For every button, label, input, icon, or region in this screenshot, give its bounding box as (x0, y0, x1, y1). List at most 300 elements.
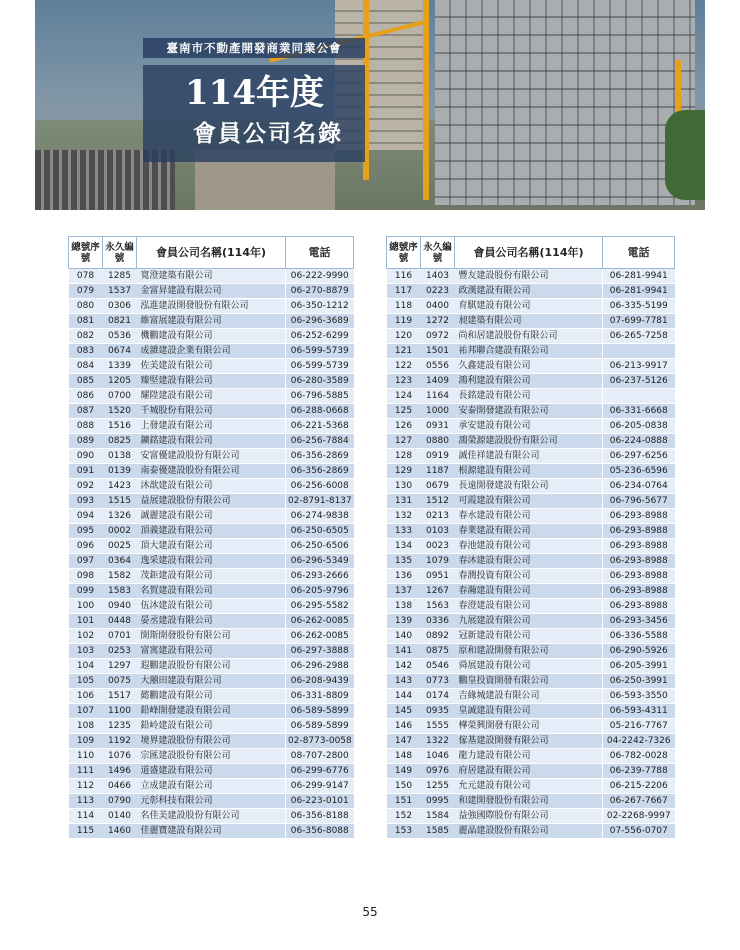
company-name-cell: 益強國際股份有限公司 (455, 809, 603, 824)
company-name-cell: 鑛銘建設有限公司 (137, 434, 286, 449)
seq-cell: 092 (69, 479, 103, 494)
phone-cell: 06-356-2869 (286, 449, 354, 464)
company-name-cell: 鴻利建設有限公司 (455, 374, 603, 389)
table-row (69, 284, 354, 299)
phone-cell: 06-593-4311 (603, 704, 675, 719)
phone-cell (603, 344, 675, 359)
seq-cell: 148 (387, 749, 421, 764)
table-row (69, 659, 354, 674)
perm-cell: 1285 (103, 269, 137, 284)
company-name-cell: 春沐建設有限公司 (455, 554, 603, 569)
phone-cell: 06-356-8188 (286, 809, 354, 824)
seq-cell: 108 (69, 719, 103, 734)
seq-cell: 144 (387, 689, 421, 704)
seq-cell: 139 (387, 614, 421, 629)
seq-cell: 120 (387, 329, 421, 344)
cover-photo (35, 0, 705, 210)
phone-cell: 06-335-5199 (603, 299, 675, 314)
phone-cell: 06-265-7258 (603, 329, 675, 344)
seq-cell: 089 (69, 434, 103, 449)
organization-name: 臺南市不動產開發商業同業公會 (143, 38, 365, 58)
perm-cell: 1326 (103, 509, 137, 524)
perm-cell: 0253 (103, 644, 137, 659)
seq-cell: 138 (387, 599, 421, 614)
table-row (387, 419, 675, 434)
phone-cell: 06-299-9147 (286, 779, 354, 794)
phone-cell: 06-293-8988 (603, 509, 675, 524)
perm-cell: 1460 (103, 824, 137, 839)
seq-cell: 146 (387, 719, 421, 734)
table-row (387, 749, 675, 764)
table-row (69, 359, 354, 374)
perm-cell: 0700 (103, 389, 137, 404)
phone-cell: 06-274-9838 (286, 509, 354, 524)
perm-cell: 1520 (103, 404, 137, 419)
company-name-cell: 樺榮興開發有限公司 (455, 719, 603, 734)
company-name-cell: 春水建設有限公司 (455, 509, 603, 524)
table-row (387, 809, 675, 824)
table-row (387, 314, 675, 329)
phone-cell: 06-599-5739 (286, 344, 354, 359)
company-name-cell: 誠佳祥建設有限公司 (455, 449, 603, 464)
table-row (387, 734, 675, 749)
phone-cell: 06-356-8088 (286, 824, 354, 839)
company-name-cell: 傢基建設開發有限公司 (455, 734, 603, 749)
phone-cell: 06-593-3550 (603, 689, 675, 704)
seq-cell: 134 (387, 539, 421, 554)
seq-cell: 131 (387, 494, 421, 509)
header-phone-label: 電話 (627, 245, 650, 259)
perm-cell: 0002 (103, 524, 137, 539)
table-row (69, 389, 354, 404)
table-row (69, 524, 354, 539)
company-name-cell: 根源建設有限公司 (455, 464, 603, 479)
phone-cell: 06-290-5926 (603, 644, 675, 659)
table-row (387, 764, 675, 779)
perm-cell: 0138 (103, 449, 137, 464)
table-row (69, 749, 354, 764)
table-row (69, 329, 354, 344)
perm-cell: 1235 (103, 719, 137, 734)
phone-cell: 06-262-0085 (286, 629, 354, 644)
table-row (387, 659, 675, 674)
perm-cell: 1516 (103, 419, 137, 434)
table-row (69, 779, 354, 794)
phone-cell: 06-205-9796 (286, 584, 354, 599)
phone-cell: 06-293-8988 (603, 524, 675, 539)
table-row (387, 584, 675, 599)
perm-cell: 1582 (103, 569, 137, 584)
perm-cell: 0364 (103, 554, 137, 569)
table-row (69, 824, 354, 839)
perm-cell: 0556 (421, 359, 455, 374)
seq-cell: 130 (387, 479, 421, 494)
seq-cell: 102 (69, 629, 103, 644)
table-row (69, 434, 354, 449)
table-row (69, 599, 354, 614)
seq-cell: 078 (69, 269, 103, 284)
table-row (69, 494, 354, 509)
seq-cell: 123 (387, 374, 421, 389)
table-row (387, 704, 675, 719)
perm-cell: 0140 (103, 809, 137, 824)
phone-cell: 06-599-5739 (286, 359, 354, 374)
perm-cell: 0448 (103, 614, 137, 629)
title-box (143, 65, 365, 162)
perm-cell: 1537 (103, 284, 137, 299)
table-row (387, 674, 675, 689)
seq-cell: 143 (387, 674, 421, 689)
phone-cell: 05-236-6596 (603, 464, 675, 479)
table-row (69, 314, 354, 329)
perm-cell: 0674 (103, 344, 137, 359)
table-row (69, 704, 354, 719)
company-name-cell: 皇誠建設有限公司 (455, 704, 603, 719)
company-name-cell: 誠麗建設有限公司 (137, 509, 286, 524)
table-row (387, 719, 675, 734)
phone-cell: 06-267-7667 (603, 794, 675, 809)
table-row (387, 614, 675, 629)
perm-cell: 0821 (103, 314, 137, 329)
seq-cell: 101 (69, 614, 103, 629)
company-name-cell: 金富昇建設有限公司 (137, 284, 286, 299)
seq-cell: 082 (69, 329, 103, 344)
phone-cell: 06-796-5677 (603, 494, 675, 509)
seq-cell: 129 (387, 464, 421, 479)
company-name-cell: 九展建設有限公司 (455, 614, 603, 629)
perm-cell: 1255 (421, 779, 455, 794)
perm-cell: 0773 (421, 674, 455, 689)
seq-cell: 087 (69, 404, 103, 419)
phone-cell: 06-293-8988 (603, 584, 675, 599)
seq-cell: 090 (69, 449, 103, 464)
title-year: 114年度 (185, 73, 324, 113)
company-name-cell: 宗匯建設股份有限公司 (137, 749, 286, 764)
table-row (387, 434, 675, 449)
perm-cell: 1409 (421, 374, 455, 389)
perm-cell: 1076 (103, 749, 137, 764)
seq-cell: 110 (69, 749, 103, 764)
phone-cell: 06-293-2666 (286, 569, 354, 584)
company-name-cell: 祐邦聯合建設有限公司 (455, 344, 603, 359)
phone-cell: 06-215-2206 (603, 779, 675, 794)
phone-cell: 06-296-3689 (286, 314, 354, 329)
phone-cell (603, 389, 675, 404)
perm-cell: 1501 (421, 344, 455, 359)
table-row (69, 419, 354, 434)
perm-cell: 0174 (421, 689, 455, 704)
perm-cell: 1046 (421, 749, 455, 764)
company-name-cell: 鉛峰開發建設有限公司 (137, 704, 286, 719)
phone-cell: 06-293-8988 (603, 554, 675, 569)
phone-cell: 07-556-0707 (603, 824, 675, 839)
table-body-right (387, 269, 675, 839)
table-row (387, 644, 675, 659)
seq-cell: 086 (69, 389, 103, 404)
phone-cell: 06-350-1212 (286, 299, 354, 314)
seq-cell: 100 (69, 599, 103, 614)
perm-cell: 1000 (421, 404, 455, 419)
perm-cell: 1192 (103, 734, 137, 749)
header-name-label: 會員公司名稱(114年) (473, 245, 584, 259)
table-row (69, 809, 354, 824)
seq-cell: 107 (69, 704, 103, 719)
company-name-cell: 龍力建設有限公司 (455, 749, 603, 764)
phone-cell: 06-239-7788 (603, 764, 675, 779)
phone-cell: 06-270-8879 (286, 284, 354, 299)
seq-cell: 079 (69, 284, 103, 299)
perm-cell: 0825 (103, 434, 137, 449)
phone-cell: 06-281-9941 (603, 284, 675, 299)
table-row (387, 329, 675, 344)
table-row (69, 374, 354, 389)
phone-cell: 06-213-9917 (603, 359, 675, 374)
table-row (387, 689, 675, 704)
seq-cell: 109 (69, 734, 103, 749)
perm-cell: 1555 (421, 719, 455, 734)
company-name-cell: 伍沐建設有限公司 (137, 599, 286, 614)
company-name-cell: 春潤投資有限公司 (455, 569, 603, 584)
company-name-cell: 長銘建設有限公司 (455, 389, 603, 404)
perm-cell: 0995 (421, 794, 455, 809)
company-name-cell: 長遠開發建設有限公司 (455, 479, 603, 494)
table-row (387, 524, 675, 539)
phone-cell: 06-296-2988 (286, 659, 354, 674)
perm-cell: 1187 (421, 464, 455, 479)
seq-cell: 094 (69, 509, 103, 524)
table-row (69, 584, 354, 599)
table-row (69, 404, 354, 419)
table-row (69, 719, 354, 734)
table-row (387, 554, 675, 569)
company-name-cell: 名賀建設有限公司 (137, 584, 286, 599)
seq-cell: 124 (387, 389, 421, 404)
table-row (69, 344, 354, 359)
table-row (387, 299, 675, 314)
seq-cell: 133 (387, 524, 421, 539)
company-name-cell: 懿鵬建設有限公司 (137, 689, 286, 704)
seq-cell: 093 (69, 494, 103, 509)
company-name-cell: 舜展建設有限公司 (455, 659, 603, 674)
seq-cell: 135 (387, 554, 421, 569)
phone-cell: 06-256-6008 (286, 479, 354, 494)
header-phone (286, 237, 354, 269)
perm-cell: 0336 (421, 614, 455, 629)
perm-cell: 0213 (421, 509, 455, 524)
phone-cell: 06-280-3589 (286, 374, 354, 389)
phone-cell: 06-250-6506 (286, 539, 354, 554)
company-name-cell: 成雜建設企業有限公司 (137, 344, 286, 359)
table-row (387, 494, 675, 509)
title-main: 會員公司名錄 (193, 121, 343, 147)
phone-cell: 06-237-5126 (603, 374, 675, 389)
header-seq: 總號序號 (387, 237, 421, 269)
phone-cell: 06-256-7884 (286, 434, 354, 449)
header-name (455, 237, 603, 269)
perm-cell: 0023 (421, 539, 455, 554)
company-name-cell: 育騏建設有限公司 (455, 299, 603, 314)
company-name-cell: 和建開發股份有限公司 (455, 794, 603, 809)
phone-cell: 06-262-0085 (286, 614, 354, 629)
perm-cell: 0935 (421, 704, 455, 719)
company-name-cell: 千城股份有限公司 (137, 404, 286, 419)
seq-cell: 122 (387, 359, 421, 374)
company-name-cell: 名佳美建設股份有限公司 (137, 809, 286, 824)
perm-cell: 1297 (103, 659, 137, 674)
seq-cell: 097 (69, 554, 103, 569)
company-name-cell: 沐歆建設有限公司 (137, 479, 286, 494)
table-row (387, 284, 675, 299)
perm-cell: 1515 (103, 494, 137, 509)
perm-cell: 0103 (421, 524, 455, 539)
table-row (69, 629, 354, 644)
seq-cell: 080 (69, 299, 103, 314)
seq-cell: 115 (69, 824, 103, 839)
member-table-left (68, 236, 354, 839)
phone-cell: 06-224-0888 (603, 434, 675, 449)
seq-cell: 085 (69, 374, 103, 389)
phone-cell: 06-331-6668 (603, 404, 675, 419)
perm-cell: 1584 (421, 809, 455, 824)
photo-scaffolded-building (435, 0, 695, 205)
crane-mast (423, 0, 429, 200)
table-row (387, 569, 675, 584)
phone-cell: 06-796-5885 (286, 389, 354, 404)
phone-cell: 06-250-3991 (603, 674, 675, 689)
company-name-cell: 富寓建設有限公司 (137, 644, 286, 659)
company-name-cell: 春業建設有限公司 (455, 524, 603, 539)
company-name-cell: 晏丞建設有限公司 (137, 614, 286, 629)
phone-cell: 06-295-5582 (286, 599, 354, 614)
phone-cell: 05-216-7767 (603, 719, 675, 734)
phone-cell: 06-221-5368 (286, 419, 354, 434)
company-name-cell: 維富展建設有限公司 (137, 314, 286, 329)
perm-cell: 0306 (103, 299, 137, 314)
company-name-cell: 昶建築有限公司 (455, 314, 603, 329)
seq-cell: 116 (387, 269, 421, 284)
seq-cell: 125 (387, 404, 421, 419)
company-name-cell: 原和建設開發有限公司 (455, 644, 603, 659)
seq-cell: 114 (69, 809, 103, 824)
company-name-cell: 開斯開發股份有限公司 (137, 629, 286, 644)
table-row (69, 794, 354, 809)
phone-cell: 06-250-6505 (286, 524, 354, 539)
seq-cell: 112 (69, 779, 103, 794)
company-name-cell: 臻堅建設有限公司 (137, 374, 286, 389)
company-name-cell: 頂大建設有限公司 (137, 539, 286, 554)
phone-cell: 06-297-3888 (286, 644, 354, 659)
header-name (137, 237, 286, 269)
company-name-cell: 可霞建設有限公司 (455, 494, 603, 509)
table-row (387, 344, 675, 359)
table-row (387, 539, 675, 554)
perm-cell: 1339 (103, 359, 137, 374)
perm-cell: 1512 (421, 494, 455, 509)
phone-cell: 06-223-0101 (286, 794, 354, 809)
phone-cell: 06-293-8988 (603, 599, 675, 614)
seq-cell: 091 (69, 464, 103, 479)
perm-cell: 1100 (103, 704, 137, 719)
perm-cell: 1423 (103, 479, 137, 494)
perm-cell: 0466 (103, 779, 137, 794)
company-name-cell: 境界建設股份有限公司 (137, 734, 286, 749)
company-name-cell: 立成建設有限公司 (137, 779, 286, 794)
phone-cell: 06-356-2869 (286, 464, 354, 479)
phone-cell: 06-299-6776 (286, 764, 354, 779)
company-name-cell: 承安建設有限公司 (455, 419, 603, 434)
phone-cell: 06-589-5899 (286, 704, 354, 719)
phone-cell: 06-782-0028 (603, 749, 675, 764)
seq-cell: 132 (387, 509, 421, 524)
company-name-cell: 春澄建設有限公司 (455, 599, 603, 614)
company-name-cell: 頂義建設有限公司 (137, 524, 286, 539)
table-row (387, 479, 675, 494)
phone-cell: 06-293-8988 (603, 539, 675, 554)
seq-cell: 147 (387, 734, 421, 749)
table-row (387, 269, 675, 284)
perm-cell: 1585 (421, 824, 455, 839)
table-row (69, 539, 354, 554)
phone-cell: 06-234-0764 (603, 479, 675, 494)
company-name-cell: 佳麗寶建設有限公司 (137, 824, 286, 839)
seq-cell: 145 (387, 704, 421, 719)
perm-cell: 0875 (421, 644, 455, 659)
page-number: 55 (362, 905, 378, 919)
seq-cell: 136 (387, 569, 421, 584)
table-row (387, 779, 675, 794)
company-name-cell: 鴻榮源建設股份有限公司 (455, 434, 603, 449)
table-row (387, 404, 675, 419)
perm-cell: 0880 (421, 434, 455, 449)
perm-cell: 1583 (103, 584, 137, 599)
header-perm: 永久編號 (421, 237, 455, 269)
seq-cell: 118 (387, 299, 421, 314)
company-name-cell: 上發建設有限公司 (137, 419, 286, 434)
table-row (69, 554, 354, 569)
seq-cell: 141 (387, 644, 421, 659)
company-name-cell: 春池建設有限公司 (455, 539, 603, 554)
phone-cell: 06-293-8988 (603, 569, 675, 584)
perm-cell: 0790 (103, 794, 137, 809)
table-body-left (69, 269, 354, 839)
phone-cell: 02-2268-9997 (603, 809, 675, 824)
table-row (387, 374, 675, 389)
table-header-row (69, 237, 354, 269)
phone-cell: 06-208-9439 (286, 674, 354, 689)
phone-cell: 06-296-5349 (286, 554, 354, 569)
phone-cell: 06-589-5899 (286, 719, 354, 734)
seq-cell: 142 (387, 659, 421, 674)
perm-cell: 0679 (421, 479, 455, 494)
perm-cell: 0546 (421, 659, 455, 674)
table-row (387, 629, 675, 644)
seq-cell: 117 (387, 284, 421, 299)
table-row (69, 509, 354, 524)
seq-cell: 106 (69, 689, 103, 704)
perm-cell: 0701 (103, 629, 137, 644)
perm-cell: 1496 (103, 764, 137, 779)
phone-cell: 06-252-6299 (286, 329, 354, 344)
company-name-cell: 冠新建設有限公司 (455, 629, 603, 644)
company-name-cell: 耀陞建設有限公司 (137, 389, 286, 404)
company-name-cell: 豐友建設股份有限公司 (455, 269, 603, 284)
company-name-cell: 寬澄建築有限公司 (137, 269, 286, 284)
phone-cell: 02-8791-8137 (286, 494, 354, 509)
perm-cell: 0892 (421, 629, 455, 644)
perm-cell: 1205 (103, 374, 137, 389)
company-name-cell: 麗晶建設股份有限公司 (455, 824, 603, 839)
table-row (69, 734, 354, 749)
